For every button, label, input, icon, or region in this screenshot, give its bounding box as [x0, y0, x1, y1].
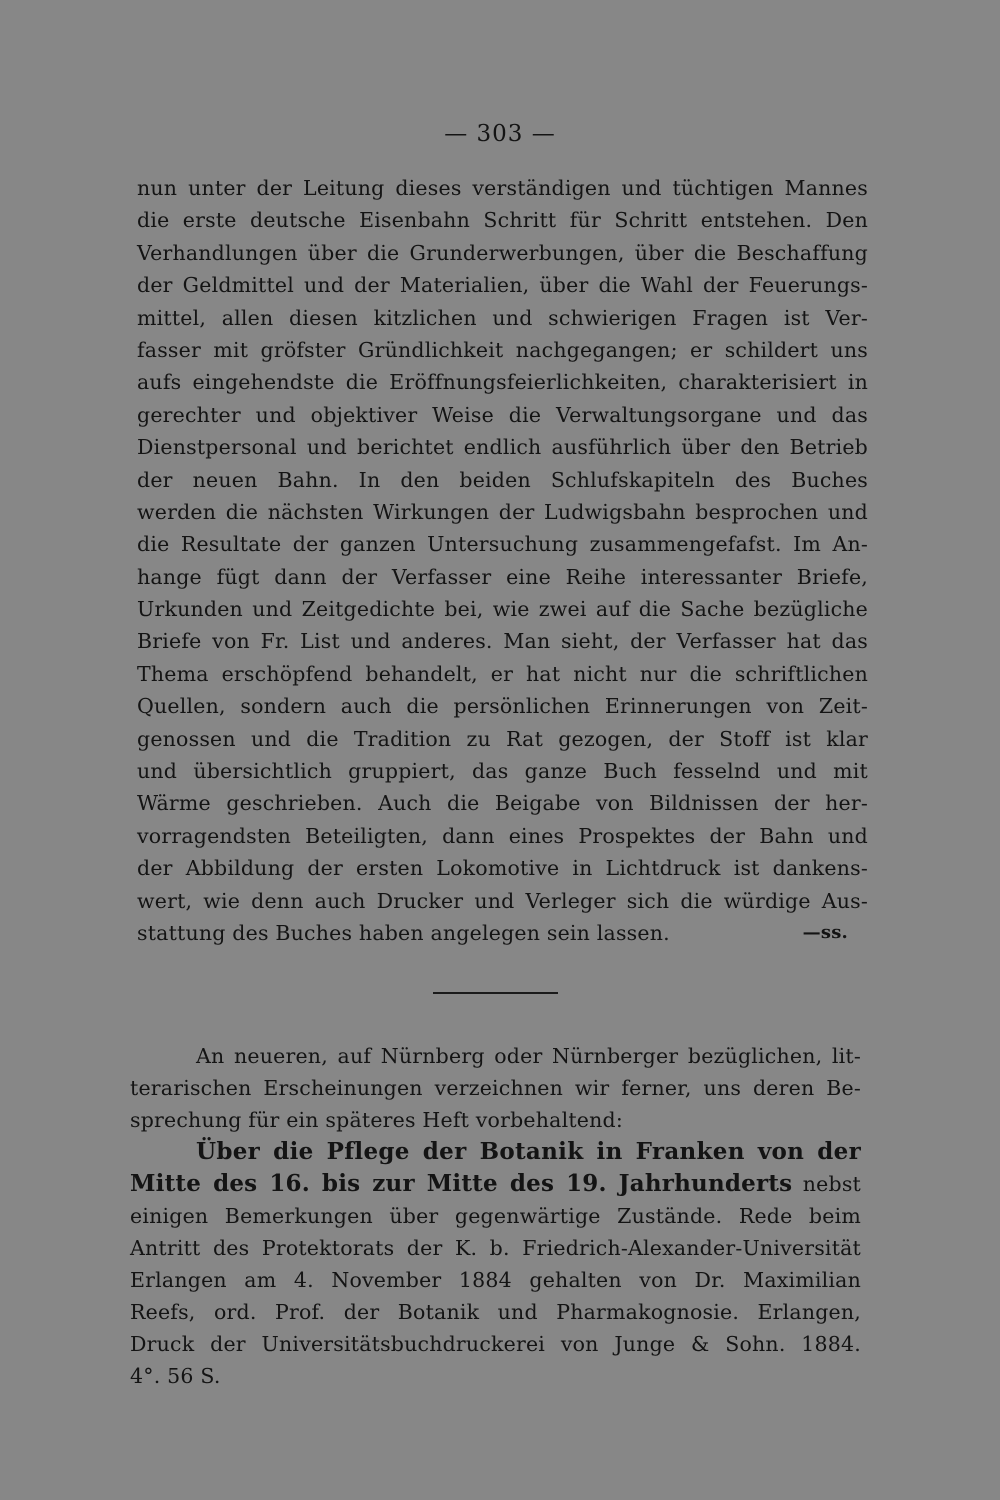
- text-line: gerechter und objektiver Weise die Verwaltungsorgane und das: [137, 402, 868, 427]
- intro-line: An neueren, auf Nürnberg oder Nürnberger bezüglichen, lit-: [196, 1044, 861, 1068]
- text-line: hange fügt dann der Verfasser eine Reihe interessanter Briefe,: [137, 564, 868, 589]
- new-publications-notice: [130, 1040, 861, 1392]
- text-line: der Geldmittel und der Materialien, über die Wahl der Feuerungs-: [137, 273, 868, 298]
- text-line: Verhandlungen über die Grunderwerbungen, über die Beschaffung: [137, 240, 868, 265]
- text-line: vorragendsten Beteiligten, dann eines Prospektes der Bahn und: [137, 823, 868, 848]
- book-title-line: Über die Pflege der Botanik in Franken von der: [196, 1138, 861, 1165]
- text-line: die Resultate der ganzen Untersuchung zusammengefafst. Im An-: [137, 532, 868, 557]
- entry-line: Antritt des Protektorats der K. b. Friedrich-Alexander-Universität: [130, 1236, 861, 1260]
- text-line: fasser mit gröfster Gründlichkeit nachgegangen; er schildert uns: [137, 337, 868, 362]
- text-line: genossen und die Tradition zu Rat gezogen, der Stoff ist klar: [137, 726, 868, 751]
- text-line: die erste deutsche Eisenbahn Schritt für Schritt entstehen. Den: [137, 208, 868, 233]
- text-line: der Abbildung der ersten Lokomotive in Lichtdruck ist dankens-: [137, 856, 868, 881]
- book-title-line: [130, 1168, 861, 1200]
- text-line: Wärme geschrieben. Auch die Beigabe von Bildnissen der her-: [137, 791, 868, 816]
- section-divider: [433, 992, 558, 994]
- review-paragraph: [137, 172, 868, 949]
- text-line: Quellen, sondern auch die persönlichen Erinnerungen von Zeit-: [137, 694, 868, 719]
- entry-line: Erlangen am 4. November 1884 gehalten von Dr. Maximilian: [130, 1268, 861, 1292]
- entry-line: Reefs, ord. Prof. der Botanik und Pharmakognosie. Erlangen,: [130, 1300, 861, 1324]
- book-title-tail: nebst: [802, 1172, 861, 1196]
- entry-line: Druck der Universitätsbuchdruckerei von Junge & Sohn. 1884.: [130, 1332, 861, 1356]
- text-line: werden die nächsten Wirkungen der Ludwigsbahn besprochen und: [137, 499, 868, 524]
- entry-line: 4°. 56 S.: [130, 1364, 221, 1388]
- reviewer-signature: —ss.: [802, 921, 848, 943]
- text-line: der neuen Bahn. In den beiden Schlufskapiteln des Buches: [137, 467, 868, 492]
- page-number: — 303 —: [444, 121, 556, 147]
- intro-line: sprechung für ein späteres Heft vorbehaltend:: [130, 1108, 623, 1132]
- intro-line: terarischen Erscheinungen verzeichnen wir ferner, uns deren Be-: [130, 1076, 861, 1100]
- text-line: und übersichtlich gruppiert, das ganze Buch fesselnd und mit: [137, 759, 868, 784]
- text-line: wert, wie denn auch Drucker und Verleger sich die würdige Aus-: [137, 888, 868, 913]
- text-line: Dienstpersonal und berichtet endlich ausführlich über den Betrieb: [137, 435, 868, 460]
- closing-text: stattung des Buches haben angelegen sein lassen.: [137, 920, 670, 945]
- closing-line: [137, 917, 868, 949]
- text-line: nun unter der Leitung dieses verständigen und tüchtigen Mannes: [137, 176, 868, 200]
- text-line: Thema erschöpfend behandelt, er hat nicht nur die schriftlichen: [137, 661, 868, 686]
- text-line: Urkunden und Zeitgedichte bei, wie zwei auf die Sache bezügliche: [137, 597, 868, 622]
- text-line: aufs eingehendste die Eröffnungsfeierlichkeiten, charakterisiert in: [137, 370, 868, 395]
- text-line: mittel, allen diesen kitzlichen und schwierigen Fragen ist Ver-: [137, 305, 868, 330]
- text-line: Briefe von Fr. List und anderes. Man sieht, der Verfasser hat das: [137, 629, 868, 654]
- book-title-continuation: Mitte des 16. bis zur Mitte des 19. Jahrhunderts: [130, 1170, 793, 1197]
- entry-line: einigen Bemerkungen über gegenwärtige Zustände. Rede beim: [130, 1204, 861, 1228]
